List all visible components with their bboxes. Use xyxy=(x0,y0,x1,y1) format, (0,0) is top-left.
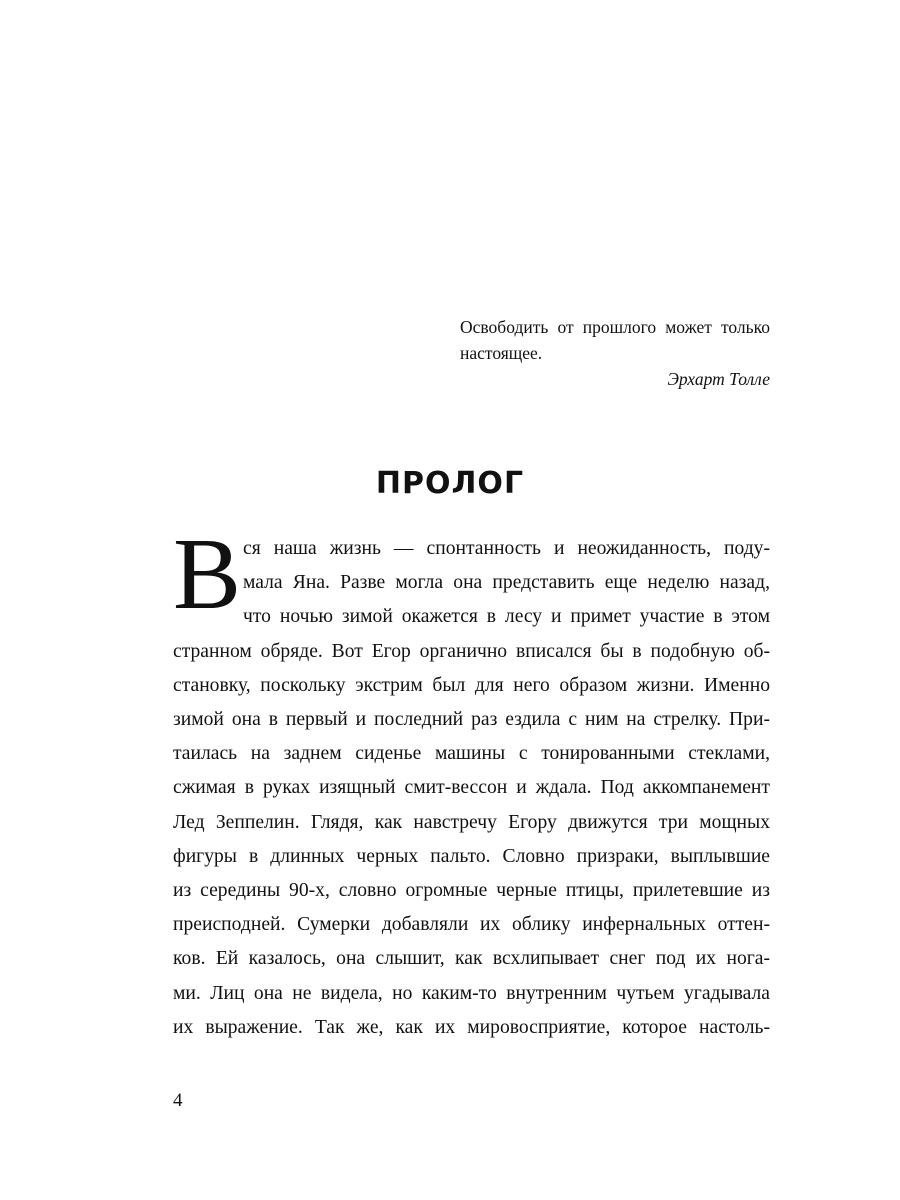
drop-cap: В xyxy=(173,518,242,631)
text-line: ся наша жизнь — спонтанность и неожиданность, поду- xyxy=(243,538,770,559)
text-line: из середины 90-х, словно огромные черные птицы, прилетевшие из xyxy=(173,880,770,902)
epigraph-author: Эрхарт Толле xyxy=(667,369,770,389)
text-line: мала Яна. Разве могла она представить еще неделю назад, xyxy=(243,572,770,594)
text-line: преисподней. Сумерки добавляли их облику инфернальных оттен- xyxy=(173,914,770,936)
text-line: таилась на заднем сиденье машины с тонированными стеклами, xyxy=(173,743,770,765)
text-line: их выражение. Так же, как их мировосприятие, которое настоль- xyxy=(173,1016,770,1038)
text-line: ми. Лиц она не видела, но каким-то внутренним чутьем угадывала xyxy=(173,982,770,1004)
epigraph xyxy=(460,314,770,392)
text-line: ков. Ей казалось, она слышит, как всхлипывает снег под их нога- xyxy=(173,948,770,970)
page-number: 4 xyxy=(173,1090,183,1111)
text-line: становку, поскольку экстрим был для него образом жизни. Именно xyxy=(173,674,770,696)
epigraph-text: Освободить от прошлого может только настоящее. xyxy=(460,317,770,363)
drop-cap-container xyxy=(173,518,242,631)
text-line: зимой она в первый и последний раз ездила с ним на стрелку. При- xyxy=(173,709,770,731)
text-line: странном обряде. Вот Егор органично вписался бы в подобную об- xyxy=(173,640,770,662)
text-line: Лед Зеппелин. Глядя, как навстречу Егору движутся три мощных xyxy=(173,811,770,833)
text-line: фигуры в длинных черных пальто. Словно призраки, выплывшие xyxy=(173,845,770,867)
chapter-title: ПРОЛОГ xyxy=(375,466,525,501)
text-line: сжимая в руках изящный смит-вессон и ждала. Под аккомпанемент xyxy=(173,777,770,799)
body-text xyxy=(173,518,770,1045)
text-line: что ночью зимой окажется в лесу и примет участие в этом xyxy=(243,606,770,628)
